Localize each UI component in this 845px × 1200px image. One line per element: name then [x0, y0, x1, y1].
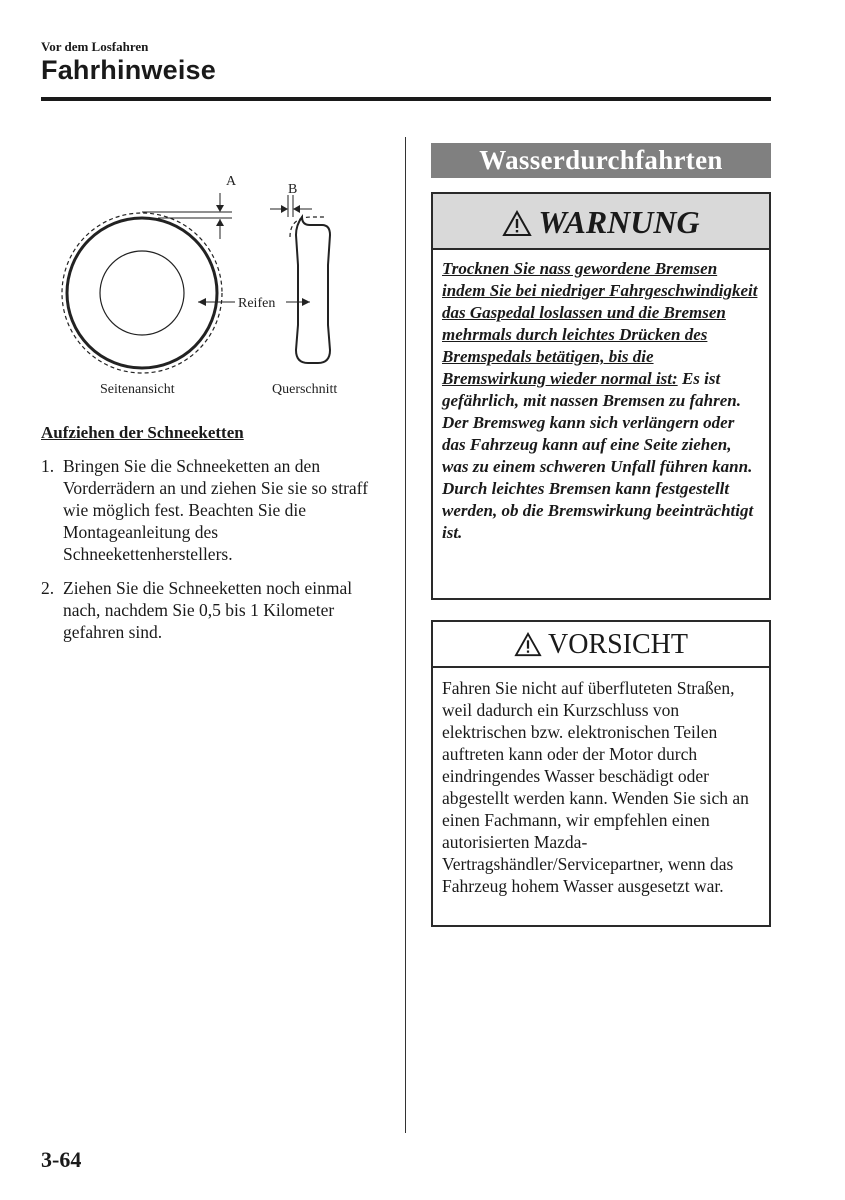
warning-underlined-text: Trocknen Sie nass gewordene Bremsen indem Sie bei niedriger Fahrgeschwindigkeit das Gaspedal loslassen und die Bremsen mehrmals durch leichtes Drücken des Bremspedals betätigen, bis die Bremswirkung wieder normal ist: — [442, 259, 758, 388]
label-b: B — [288, 182, 298, 197]
page-number: 3-64 — [41, 1147, 82, 1172]
label-reifen: Reifen — [238, 296, 276, 311]
caption-cross-section: Querschnitt — [272, 382, 338, 397]
column-divider — [405, 137, 406, 1133]
step-number: 1. — [41, 456, 55, 476]
step-text: Ziehen Sie die Schneeketten noch einmal nach, nachdem Sie 0,5 bis 1 Kilometer gefahren sind. — [63, 578, 353, 642]
caution-body: Fahren Sie nicht auf überfluteten Straßen, weil dadurch ein Kurzschluss von elektrischen bzw. elektronischen Teilen auftreten kann oder der Motor durch eindringendes Wasser beschädigt oder abgestellt werden kann. Wenden Sie sich an einen Fachmann, wir empfehlen einen autorisierten Mazda-Vertragshändler/Servicepartner, wenn das Fahrzeug hohem Wasser ausgesetzt war. — [442, 678, 749, 896]
label-a: A — [226, 174, 237, 189]
title-rule — [41, 97, 771, 101]
tire-side-chain-outline — [62, 213, 222, 373]
step-text: Bringen Sie die Schneeketten an den Vorderrädern an und ziehen Sie sie so straff wie möglich fest. Beachten Sie die Montageanleitung des Schneekettenherstellers. — [63, 456, 369, 564]
page-title: Fahrhinweise — [41, 55, 216, 85]
section-banner: Wasserdurchfahrten — [431, 143, 771, 178]
snow-chain-steps — [41, 455, 381, 655]
step-number: 2. — [41, 578, 55, 598]
dim-a-arrowhead-top — [216, 205, 224, 212]
warning-body — [433, 250, 769, 544]
list-item — [41, 577, 381, 643]
reifen-arrowhead-right — [302, 298, 310, 306]
dim-b-arrowhead-right — [293, 205, 300, 213]
tire-cross-section — [296, 217, 330, 363]
list-item — [41, 455, 381, 565]
caution-triangle-icon — [514, 632, 542, 657]
section-label: Vor dem Losfahren — [41, 39, 149, 54]
tire-side-outer — [67, 218, 217, 368]
dim-a-arrowhead-bottom — [216, 219, 224, 226]
snow-chain-heading: Aufziehen der Schneeketten — [41, 423, 244, 442]
tire-side-rim — [100, 251, 184, 335]
warning-text: Es ist gefährlich, mit nassen Bremsen zu fahren. Der Bremsweg kann sich verlängern oder das Fahrzeug kann auf eine Seite ziehen, was zu einem schweren Unfall führen kann. Durch leichtes Bremsen kann festgestellt werden, ob die Bremswirkung beeinträchtigt ist. — [442, 369, 754, 542]
caution-header — [433, 622, 769, 668]
warning-title: WARNUNG — [538, 204, 700, 240]
reifen-arrowhead-left — [198, 298, 206, 306]
warning-header — [433, 194, 769, 250]
warning-box — [431, 192, 771, 600]
snow-chain-diagram — [40, 165, 380, 405]
warning-triangle-icon — [502, 210, 532, 237]
dim-b-arrowhead-left — [281, 205, 288, 213]
caution-title: VORSICHT — [547, 629, 688, 660]
caution-box — [431, 620, 771, 927]
caption-side-view: Seitenansicht — [100, 382, 175, 397]
